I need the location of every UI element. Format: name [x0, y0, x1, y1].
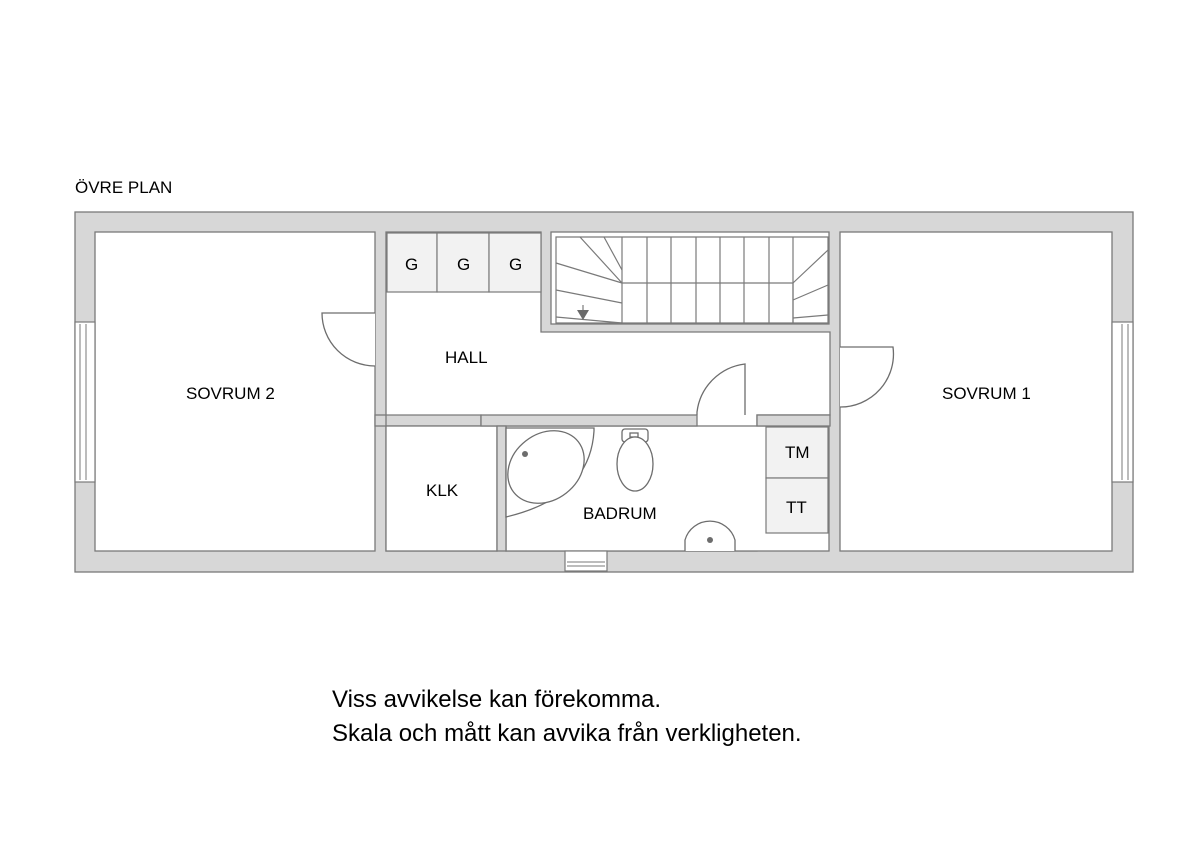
- window-right: [1112, 322, 1133, 482]
- label-badrum: BADRUM: [583, 504, 657, 523]
- label-wardrobe-3: G: [509, 255, 523, 274]
- label-sovrum-1: SOVRUM 1: [942, 384, 1031, 403]
- label-wardrobe-2: G: [457, 255, 471, 274]
- bathroom-wall-right: [757, 415, 830, 426]
- window-left: [75, 322, 95, 482]
- klk-bathroom-wall: [497, 426, 506, 551]
- disclaimer-line-1: Viss avvikelse kan förekomma.: [332, 686, 662, 713]
- window-bathroom: [565, 551, 607, 571]
- label-tt: TT: [786, 498, 807, 517]
- staircase-area: [551, 232, 829, 324]
- label-klk: KLK: [426, 481, 459, 500]
- toilet: [617, 429, 653, 491]
- plan-title: ÖVRE PLAN: [75, 178, 173, 197]
- disclaimer: [332, 683, 802, 751]
- label-hall: HALL: [445, 348, 488, 367]
- wall-corner: [375, 415, 386, 426]
- disclaimer-line-2: Skala och mått kan avvika från verkligheten.: [332, 720, 802, 747]
- bathroom-wall: [481, 415, 697, 426]
- label-wardrobe-1: G: [405, 255, 419, 274]
- label-sovrum-2: SOVRUM 2: [186, 384, 275, 403]
- label-tm: TM: [785, 443, 810, 462]
